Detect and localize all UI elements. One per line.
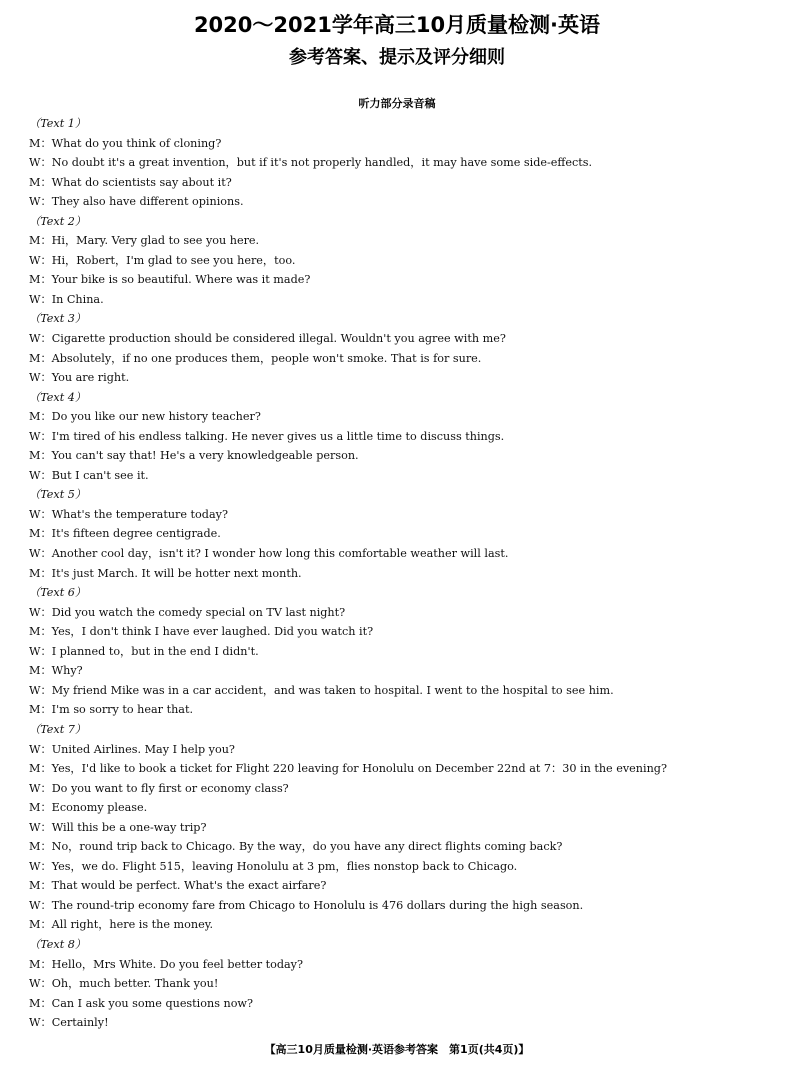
speaker-label: M： bbox=[29, 703, 52, 717]
speaker-label: W： bbox=[29, 605, 52, 619]
dialogue-text: Do you like our new history teacher? bbox=[51, 410, 261, 424]
speaker-label: W： bbox=[29, 253, 52, 267]
dialogue-line bbox=[29, 974, 769, 994]
dialogue-text: That would be perfect. What's the exact airfare? bbox=[51, 879, 327, 893]
speaker-label: M： bbox=[29, 762, 52, 776]
dialogue-line bbox=[29, 818, 769, 838]
dialogue-line bbox=[29, 466, 769, 486]
speaker-label: M： bbox=[29, 273, 52, 287]
speaker-label: M： bbox=[29, 175, 52, 189]
dialogue-line bbox=[29, 759, 769, 779]
speaker-label: W： bbox=[29, 547, 52, 561]
dialogue-text: What's the temperature today? bbox=[51, 507, 228, 521]
speaker-label: W： bbox=[29, 781, 52, 795]
speaker-label: M： bbox=[29, 527, 52, 541]
text-label: （Text 3） bbox=[29, 312, 87, 326]
transcript bbox=[29, 114, 769, 1033]
dialogue-text: Why? bbox=[51, 664, 83, 678]
speaker-label: W： bbox=[29, 292, 52, 306]
dialogue-line bbox=[29, 779, 769, 799]
dialogue-text: No doubt it's a great invention，but if it's not properly handled，it may have some side-effects. bbox=[51, 156, 593, 170]
dialogue-text: Hi，Mary. Very glad to see you here. bbox=[51, 234, 260, 248]
speaker-label: W： bbox=[29, 468, 52, 482]
dialogue-text: Absolutely，if no one produces them，people won't smoke. That is for sure. bbox=[51, 351, 482, 365]
dialogue-line bbox=[29, 524, 769, 544]
dialogue-line bbox=[29, 173, 769, 193]
page-subtitle: 参考答案、提示及评分细则 bbox=[289, 47, 505, 68]
speaker-label: M： bbox=[29, 840, 52, 854]
speaker-label: W： bbox=[29, 371, 52, 385]
dialogue-line bbox=[29, 564, 769, 584]
speaker-label: M： bbox=[29, 996, 52, 1010]
dialogue-text: What do you think of cloning? bbox=[51, 136, 222, 150]
dialogue-text: Do you want to fly first or economy class? bbox=[51, 781, 289, 795]
dialogue-text: I'm so sorry to hear that. bbox=[51, 703, 194, 717]
dialogue-text: They also have different opinions. bbox=[51, 195, 244, 209]
speaker-label: W： bbox=[29, 742, 52, 756]
dialogue-line bbox=[29, 837, 769, 857]
dialogue-text: My friend Mike was in a car accident，and was taken to hospital. I went to the hospital to see him. bbox=[51, 683, 614, 697]
dialogue-text: It's just March. It will be hotter next month. bbox=[51, 566, 302, 580]
dialogue-text: Your bike is so beautiful. Where was it made? bbox=[51, 273, 311, 287]
speaker-label: W： bbox=[29, 507, 52, 521]
speaker-label: W： bbox=[29, 429, 52, 443]
text-label: （Text 1） bbox=[29, 117, 87, 130]
text-label: （Text 6） bbox=[29, 586, 87, 600]
dialogue-line bbox=[29, 798, 769, 818]
dialogue-text: Hi，Robert，I'm glad to see you here，too. bbox=[51, 253, 296, 267]
dialogue-text: In China. bbox=[51, 292, 104, 306]
dialogue-line bbox=[29, 231, 769, 251]
speaker-label: W： bbox=[29, 332, 52, 346]
dialogue-line bbox=[29, 368, 769, 388]
dialogue-text: Oh，much better. Thank you! bbox=[51, 977, 219, 991]
dialogue-line bbox=[29, 329, 769, 349]
dialogue-text: Yes，we do. Flight 515，leaving Honolulu at 3 pm，flies nonstop back to Chicago. bbox=[51, 859, 518, 873]
speaker-label: W： bbox=[29, 156, 52, 170]
text-label: （Text 4） bbox=[29, 390, 87, 404]
dialogue-text: You can't say that! He's a very knowledgeable person. bbox=[51, 449, 359, 463]
speaker-label: M： bbox=[29, 234, 52, 248]
dialogue-text: Yes，I'd like to book a ticket for Flight 220 leaving for Honolulu on December 22nd at 7：30 in the evening? bbox=[51, 762, 667, 776]
dialogue-text: Economy please. bbox=[51, 801, 148, 815]
dialogue-text: The round-trip economy fare from Chicago to Honolulu is 476 dollars during the high season. bbox=[51, 898, 584, 912]
speaker-label: M： bbox=[29, 410, 52, 424]
dialogue-line bbox=[29, 603, 769, 623]
dialogue-line bbox=[29, 700, 769, 720]
dialogue-line bbox=[29, 153, 769, 173]
dialogue-line bbox=[29, 915, 769, 935]
dialogue-line bbox=[29, 290, 769, 310]
dialogue-line bbox=[29, 896, 769, 916]
dialogue-text: United Airlines. May I help you? bbox=[51, 742, 235, 756]
speaker-label: M： bbox=[29, 449, 52, 463]
dialogue-line bbox=[29, 544, 769, 564]
speaker-label: W： bbox=[29, 644, 52, 658]
dialogue-text: Can I ask you some questions now? bbox=[51, 996, 254, 1010]
dialogue-text: Will this be a one-way trip? bbox=[51, 820, 207, 834]
text-label: （Text 2） bbox=[29, 214, 87, 228]
dialogue-text: Certainly! bbox=[51, 1016, 109, 1030]
speaker-label: M： bbox=[29, 879, 52, 893]
speaker-label: M： bbox=[29, 957, 52, 971]
speaker-label: M： bbox=[29, 136, 52, 150]
dialogue-line bbox=[29, 270, 769, 290]
dialogue-line bbox=[29, 192, 769, 212]
speaker-label: W： bbox=[29, 1016, 52, 1030]
text-label: （Text 7） bbox=[29, 722, 87, 736]
dialogue-text: Did you watch the comedy special on TV last night? bbox=[51, 605, 346, 619]
speaker-label: M： bbox=[29, 351, 52, 365]
dialogue-text: What do scientists say about it? bbox=[51, 175, 232, 189]
dialogue-text: Cigarette production should be considered illegal. Wouldn't you agree with me? bbox=[51, 332, 506, 346]
speaker-label: W： bbox=[29, 195, 52, 209]
dialogue-line bbox=[29, 446, 769, 466]
dialogue-line bbox=[29, 994, 769, 1014]
dialogue-line bbox=[29, 661, 769, 681]
dialogue-line bbox=[29, 740, 769, 760]
dialogue-text: Yes，I don't think I have ever laughed. Did you watch it? bbox=[51, 625, 374, 639]
speaker-label: W： bbox=[29, 859, 52, 873]
speaker-label: M： bbox=[29, 625, 52, 639]
dialogue-line bbox=[29, 622, 769, 642]
speaker-label: M： bbox=[29, 918, 52, 932]
dialogue-text: Hello，Mrs White. Do you feel better today? bbox=[51, 957, 303, 971]
dialogue-line bbox=[29, 642, 769, 662]
text-label: （Text 8） bbox=[29, 937, 87, 951]
dialogue-line bbox=[29, 1013, 769, 1033]
dialogue-line bbox=[29, 251, 769, 271]
dialogue-line bbox=[29, 955, 769, 975]
speaker-label: M： bbox=[29, 664, 52, 678]
page-footer: 【高三10月质量检测·英语参考答案 第1页(共4页)】 bbox=[264, 1043, 530, 1056]
dialogue-line bbox=[29, 134, 769, 154]
dialogue-text: I planned to，but in the end I didn't. bbox=[51, 644, 259, 658]
speaker-label: W： bbox=[29, 683, 52, 697]
dialogue-text: But I can't see it. bbox=[51, 468, 149, 482]
speaker-label: M： bbox=[29, 566, 52, 580]
dialogue-text: Another cool day，isn't it? I wonder how long this comfortable weather will last. bbox=[51, 547, 509, 561]
dialogue-text: All right，here is the money. bbox=[51, 918, 214, 932]
dialogue-line bbox=[29, 427, 769, 447]
speaker-label: M： bbox=[29, 801, 52, 815]
dialogue-line bbox=[29, 505, 769, 525]
dialogue-text: I'm tired of his endless talking. He never gives us a little time to discuss things. bbox=[51, 429, 505, 443]
dialogue-text: You are right. bbox=[51, 371, 130, 385]
dialogue-line bbox=[29, 681, 769, 701]
page-title: 2020～2021学年高三10月质量检测·英语 bbox=[193, 13, 601, 37]
section-heading: 听力部分录音稿 bbox=[358, 97, 436, 110]
speaker-label: W： bbox=[29, 977, 52, 991]
dialogue-text: No，round trip back to Chicago. By the way，do you have any direct flights coming back? bbox=[51, 840, 563, 854]
dialogue-line bbox=[29, 349, 769, 369]
dialogue-line bbox=[29, 407, 769, 427]
speaker-label: W： bbox=[29, 898, 52, 912]
dialogue-line bbox=[29, 857, 769, 877]
dialogue-line bbox=[29, 876, 769, 896]
text-label: （Text 5） bbox=[29, 488, 87, 502]
dialogue-text: It's fifteen degree centigrade. bbox=[51, 527, 221, 541]
speaker-label: W： bbox=[29, 820, 52, 834]
